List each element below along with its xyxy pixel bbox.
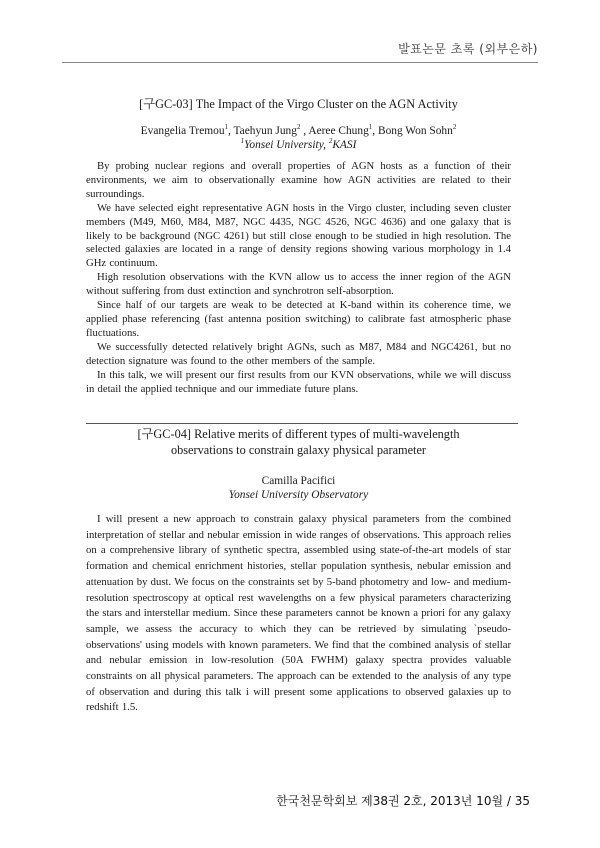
abstract-title-line1: [구GC-04] Relative merits of different types of multi-wavelength — [137, 427, 460, 441]
affiliation-marker: 2 — [328, 137, 333, 146]
author-affiliation-marker: 2 — [296, 123, 301, 132]
author-name: Aeree Chung — [308, 125, 369, 137]
abstract-title: [구GC-03] The Impact of the Virgo Cluster on the AGN Activity — [139, 97, 458, 111]
abstract-paragraph: We successfully detected relatively bright AGNs, such as M87, M84 and NGC4261, but no detection signature was found to the other members of the sample. — [86, 340, 511, 367]
abstract-body — [86, 160, 511, 396]
author-name: Bong Won Sohn — [377, 125, 453, 137]
abstract-gc03 — [86, 96, 511, 112]
affiliation-name: Yonsei University — [244, 139, 324, 151]
header-rule — [62, 62, 538, 63]
abstract-paragraph: We have selected eight representative AGN hosts in the Virgo cluster, including seven cluster members (M49, M60, M84, M87, NGC 4435, NGC 4526, NGC 4636) and one galaxy that is likely to be background (NGC 4261) but still close enough to be studied in high resolution. The selected galaxies are located in a range of density regions showing various morphology in 1.4 GHz continuum. — [86, 201, 511, 270]
abstract-body — [86, 512, 511, 716]
author-affiliation-marker: 1 — [368, 123, 373, 132]
abstract-paragraph: High resolution observations with the KVN allow us to access the inner region of the AGN without suffering from dust extinction and synchrotron self-absorption. — [86, 271, 511, 298]
author-affiliation-marker: 2 — [452, 123, 457, 132]
header-text: 발표논문 초록 (외부은하) — [398, 42, 538, 56]
author-name: Camilla Pacifici — [261, 475, 336, 487]
affiliation: Yonsei University Observatory — [228, 489, 369, 501]
abstract-paragraph: In this talk, we will present our first results from our KVN observations, while we will discuss in detail the applied technique and our immediate future plans. — [86, 368, 511, 395]
affiliation-list: $^1$Yonsei University, $^2$KASI — [240, 137, 357, 151]
author-list: Evangelia Tremou$^1$, Taehyun Jung$^2$ , Aeree Chung$^1$, Bong Won Sohn$^2$ — [140, 123, 457, 137]
abstract-gc04 — [86, 426, 511, 458]
page-footer: 한국천문학회보 제38권 2호, 2013년 10월 / 35 — [276, 794, 530, 808]
abstract-paragraph: Since half of our targets are weak to be detected at K-band within its coherence time, we applied phase referencing (fast antenna position switching) to calibrate fast atmospheric phase fluctuations. — [86, 299, 511, 339]
abstract-paragraph: I will present a new approach to constrain galaxy physical parameters from the combined interpretation of stellar and nebular emission in wide ranges of observations. This approach relies on a comprehensive library of synthetic spectra, assembled using state-of-the-art models of star formation and chemical enrichment histories, stellar population synthesis, nebular emission and attenuation by dust. We focus on the constraints set by 5-band photometry and low- and medium-resolution spectroscopy at optical rest wavelengths on a few physical parameters characterizing the stars and interstellar medium. Since these parameters cannot be known a priori for any galaxy sample, we assess the accuracy to which they can be retrieved by simulating `pseudo-observations' using models with known parameters. We find that the combined analysis of stellar and nebular emission in low-resolution (50A FWHM) galaxy spectra provides valuable constraints on all physical parameters. The approach can be extended to the analysis of any type of observation and during this talk i will present some applications to observed galaxies up to redshift 1.5. — [86, 513, 511, 714]
abstract-gc03-byline — [86, 124, 511, 152]
author-name: Evangelia Tremou — [140, 125, 225, 137]
section-divider — [86, 423, 518, 424]
abstract-title-line2: observations to constrain galaxy physical parameter — [170, 443, 427, 457]
author-name: Taehyun Jung — [233, 125, 297, 137]
author-affiliation-marker: 1 — [224, 123, 229, 132]
abstract-gc04-byline — [86, 474, 511, 502]
affiliation-name: KASI — [332, 139, 357, 151]
affiliation-marker: 1 — [240, 137, 245, 146]
abstract-paragraph: By probing nuclear regions and overall properties of AGN hosts as a function of their environments, we aim to observationally examine how AGN activities are related to their surroundings. — [86, 160, 511, 200]
